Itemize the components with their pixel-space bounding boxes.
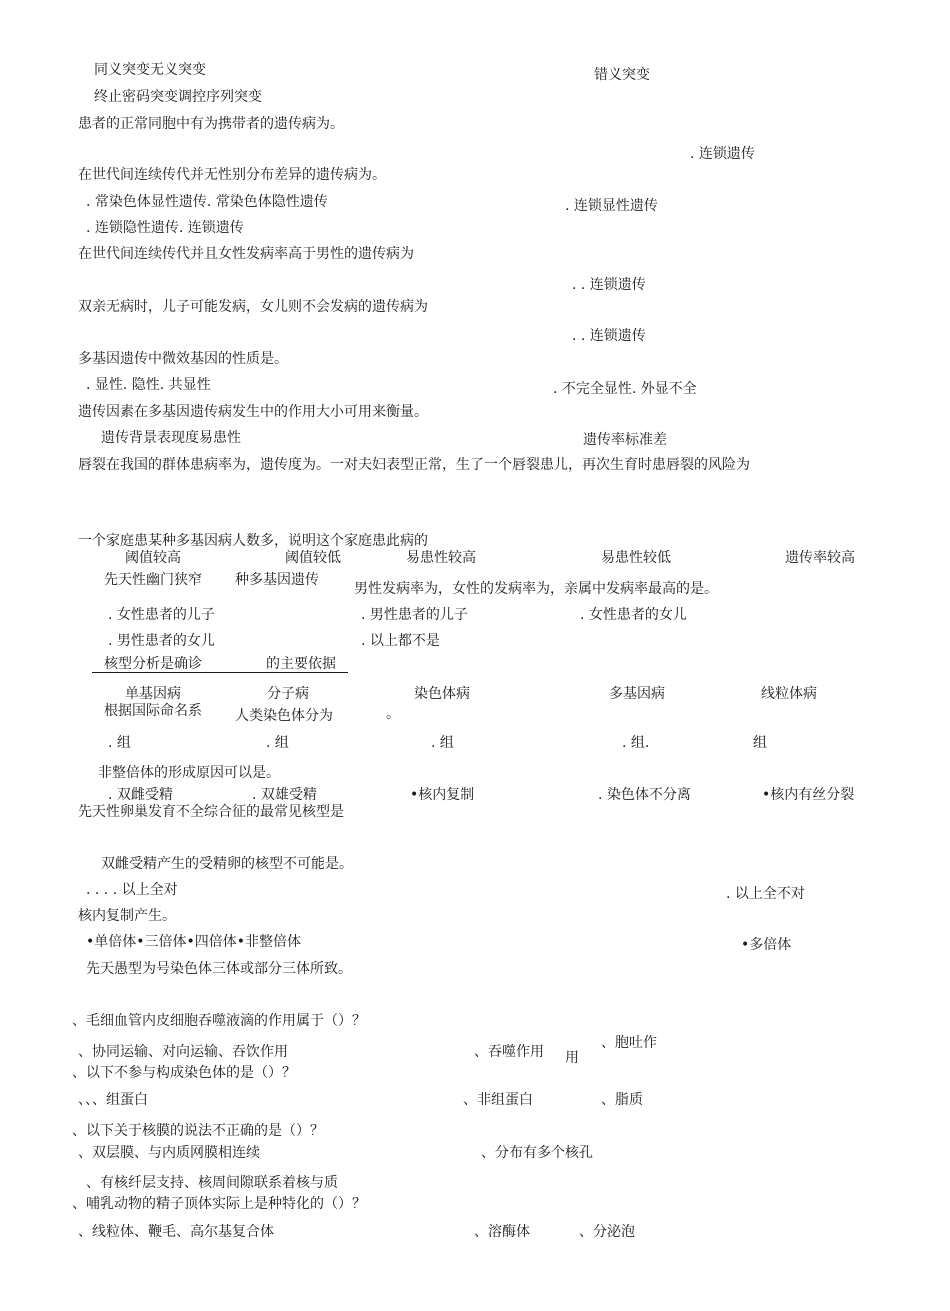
text-line: . . 连锁遗传 — [572, 328, 646, 344]
option: 、协同运输、对向运输、吞饮作用 — [78, 1044, 288, 1060]
option: 线粒体病 — [761, 686, 817, 702]
text-line: . 连锁隐性遗传. 连锁遗传 — [86, 220, 244, 236]
text-line: •多倍体 — [741, 937, 792, 953]
option: 用 — [565, 1050, 579, 1066]
question: 、毛细血管内皮细胞吞噬液滴的作用属于（）？ — [72, 1013, 366, 1029]
underline — [92, 672, 348, 673]
option: 、分泌泡 — [579, 1224, 635, 1240]
text-line: 遗传因素在多基因遗传病发生中的作用大小可用来衡量。 — [78, 404, 428, 420]
option: . 女性患者的儿子 — [108, 607, 215, 623]
option: 、有核纤层支持、核周间隙联系着核与质 — [86, 1175, 338, 1191]
text-line: •单倍体•三倍体•四倍体•非整倍体 — [86, 934, 302, 950]
text-line: 同义突变无义突变 — [94, 62, 206, 78]
option: 组 — [753, 735, 767, 751]
text-line: . 连锁遗传 — [690, 146, 755, 162]
text-line: . . . . 以上全对 — [86, 882, 178, 898]
text-line: 非整倍体的形成原因可以是。 — [98, 765, 280, 781]
option: 分子病 — [267, 686, 309, 702]
option: 、脂质 — [601, 1092, 643, 1108]
text-line: 种多基因遗传 — [235, 572, 319, 588]
option: . 双雄受精 — [252, 787, 317, 803]
option: 、双层膜、与内质网膜相连续 — [78, 1145, 260, 1161]
text-line: 在世代间连续传代并无性别分布差异的遗传病为。 — [78, 167, 386, 183]
option: 阈值较高 — [125, 550, 181, 566]
option: . 女性患者的女儿 — [580, 607, 687, 623]
option: . 组 — [108, 735, 131, 751]
option: . 双雌受精 — [108, 787, 173, 803]
option: 遗传率较高 — [785, 550, 855, 566]
text-line: 终止密码突变调控序列突变 — [94, 89, 262, 105]
option: •核内有丝分裂 — [762, 787, 855, 803]
text-line: 唇裂在我国的群体患病率为，遗传度为。一对夫妇表型正常，生了一个唇裂患儿，再次生育时患唇裂的风险为 — [78, 457, 750, 473]
text-line: 双亲无病时，儿子可能发病，女儿则不会发病的遗传病为 — [78, 299, 428, 315]
question: 、哺乳动物的精子顶体实际上是种特化的（）？ — [72, 1196, 366, 1212]
option: . 组. — [622, 735, 650, 751]
question: 、以下不参与构成染色体的是（）？ — [72, 1065, 296, 1081]
option: •核内复制 — [410, 787, 475, 803]
text-line: 遗传背景表现度易患性 — [101, 430, 241, 446]
option: . 染色体不分离 — [598, 787, 691, 803]
text-line: 的主要依据 — [266, 656, 336, 672]
text-line: 核内复制产生。 — [78, 908, 176, 924]
option: 易患性较低 — [601, 550, 671, 566]
text-line: 先天性幽门狭窄 — [104, 572, 202, 588]
text-line: 在世代间连续传代并且女性发病率高于男性的遗传病为 — [78, 246, 414, 262]
option: 单基因病 — [125, 686, 181, 702]
option: 多基因病 — [609, 686, 665, 702]
text-line: . . 连锁遗传 — [572, 277, 646, 293]
option: 、线粒体、鞭毛、高尔基复合体 — [78, 1224, 274, 1240]
question: 、以下关于核膜的说法不正确的是（）？ — [72, 1123, 324, 1139]
text-line: . 连锁显性遗传 — [565, 198, 658, 214]
option: 易患性较高 — [406, 550, 476, 566]
option: 、、、组蛋白 — [78, 1092, 148, 1108]
text-line: 先天性卵巢发育不全综合征的最常见核型是 — [78, 804, 344, 820]
option: . 组 — [431, 735, 454, 751]
text-line: 人类染色体分为 — [235, 708, 333, 724]
text-line: 先天愚型为号染色体三体或部分三体所致。 — [86, 961, 352, 977]
text-line: 双雌受精产生的受精卵的核型不可能是。 — [101, 856, 353, 872]
text-line: 根据国际命名系 — [104, 703, 202, 719]
text-line: 男性发病率为，女性的发病率为，亲属中发病率最高的是。 — [354, 581, 718, 597]
text-line: 。 — [386, 706, 400, 722]
text-line: 核型分析是确诊 — [104, 656, 202, 672]
text-line: . 常染色体显性遗传. 常染色体隐性遗传 — [86, 194, 328, 210]
option: 、分布有多个核孔 — [481, 1145, 593, 1161]
option: 、非组蛋白 — [463, 1092, 533, 1108]
option: . 男性患者的女儿 — [108, 633, 215, 649]
option: 阈值较低 — [285, 550, 341, 566]
text-line: . 以上全不对 — [726, 886, 805, 902]
text-line: 患者的正常同胞中有为携带者的遗传病为。 — [78, 116, 344, 132]
option: 、吞噬作用 — [474, 1044, 544, 1060]
text-line: 错义突变 — [594, 67, 650, 83]
text-line: 一个家庭患某种多基因病人数多，说明这个家庭患此病的 — [78, 533, 428, 549]
option: . 男性患者的儿子 — [361, 607, 468, 623]
text-line: 多基因遗传中微效基因的性质是。 — [78, 351, 288, 367]
text-line: 遗传率标准差 — [583, 432, 667, 448]
option: 、溶酶体 — [474, 1224, 530, 1240]
option: . 组 — [266, 735, 289, 751]
text-line: . 不完全显性. 外显不全 — [553, 381, 697, 397]
option: 染色体病 — [414, 686, 470, 702]
option: . 以上都不是 — [361, 633, 440, 649]
option: 、胞吐作 — [601, 1035, 657, 1051]
text-line: . 显性. 隐性. 共显性 — [86, 377, 211, 393]
